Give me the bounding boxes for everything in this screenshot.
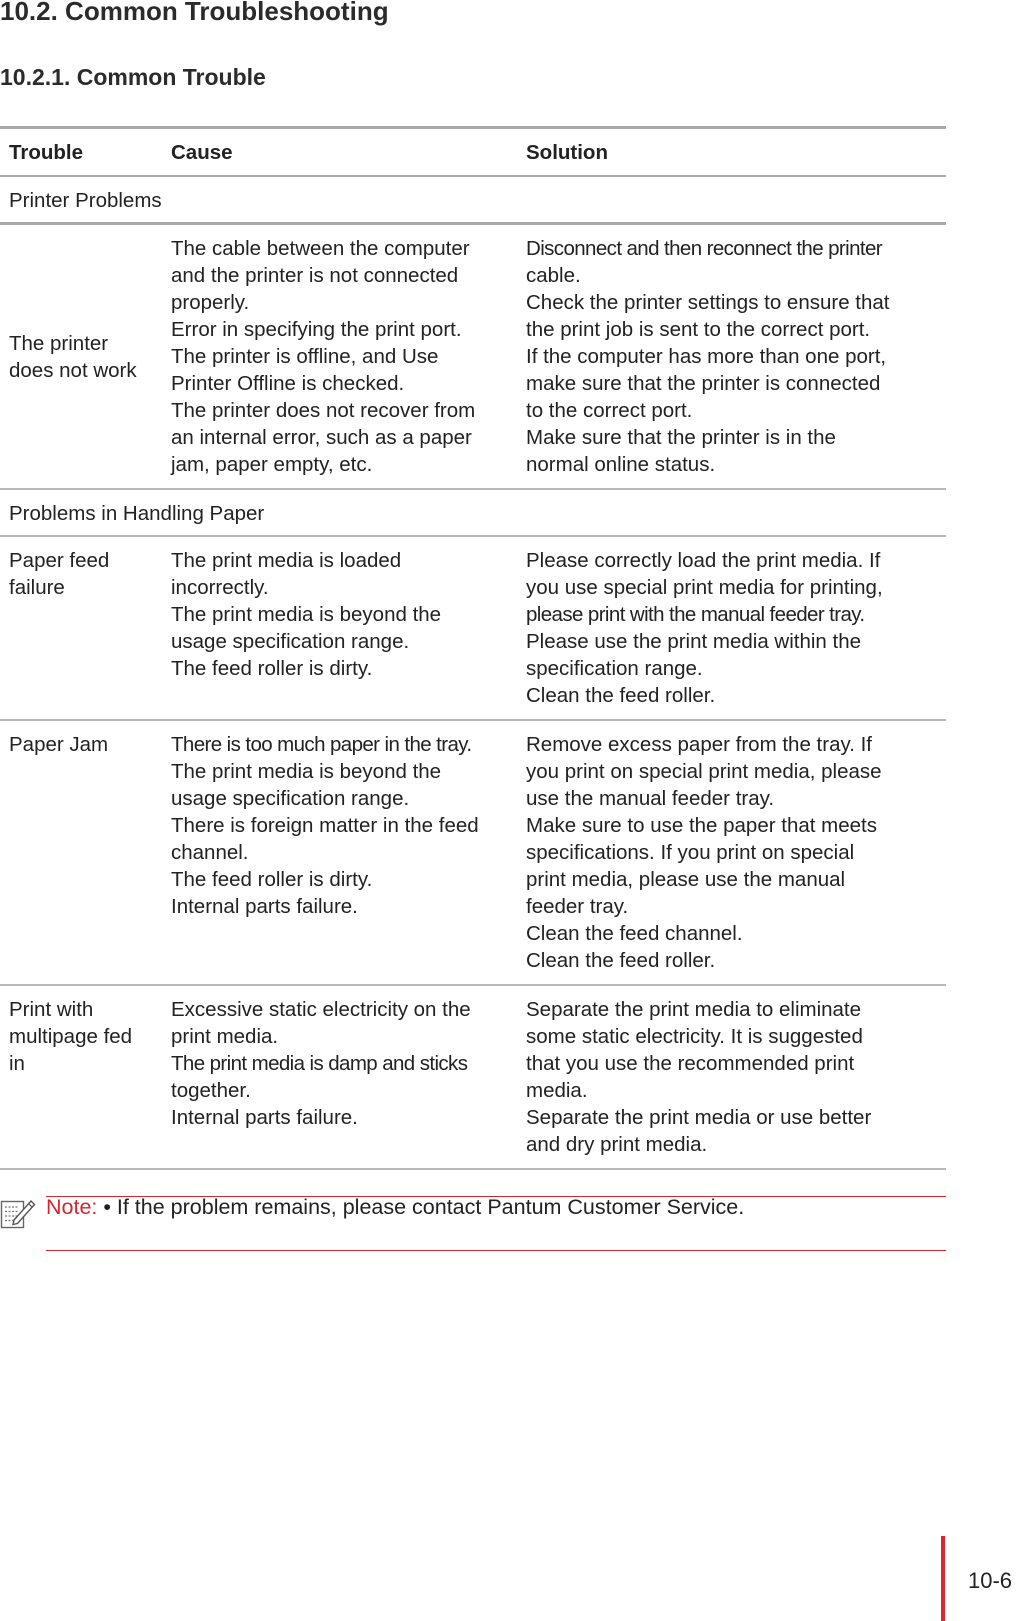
table-header-row: [0, 128, 946, 177]
solution-cell: [517, 224, 946, 490]
page-number-bar: [941, 1536, 945, 1621]
text-line: in: [9, 1052, 25, 1075]
text-line: cable.: [526, 264, 581, 287]
text-line: multipage fed: [9, 1025, 133, 1048]
trouble-cell: [0, 536, 162, 720]
text-line: The feed roller is dirty.: [171, 868, 373, 891]
text-line: The printer does not recover from: [171, 399, 476, 422]
text-line: Paper Jam: [9, 733, 109, 756]
text-line: Clean the feed roller.: [526, 949, 716, 972]
text-line: that you use the recommended print: [526, 1052, 855, 1075]
trouble-cell: [0, 985, 162, 1169]
text-line: usage specification range.: [171, 787, 410, 810]
text-line: There is foreign matter in the feed: [171, 814, 479, 837]
solution-cell: [517, 720, 946, 985]
solution-cell: [517, 536, 946, 720]
note-text: • If the problem remains, please contact Pantum Customer Service.: [103, 1195, 745, 1219]
text-line: print media.: [171, 1025, 279, 1048]
text-line: The feed roller is dirty.: [171, 657, 373, 680]
text-line: print media, please use the manual: [526, 868, 846, 891]
text-line: media.: [526, 1079, 588, 1102]
text-line: properly.: [171, 291, 250, 314]
text-line: Separate the print media or use better: [526, 1106, 872, 1129]
text-line: use the manual feeder tray.: [526, 787, 775, 810]
cause-cell: [162, 985, 517, 1169]
table-row: [0, 720, 946, 985]
text-line: Disconnect and then reconnect the printer: [526, 237, 883, 260]
solution-cell: [517, 985, 946, 1169]
text-line: normal online status.: [526, 453, 716, 476]
table-row: [0, 985, 946, 1169]
text-line: Printer Offline is checked.: [171, 372, 405, 395]
text-line: The printer: [9, 331, 109, 355]
note-icon: [0, 1196, 36, 1230]
text-line: If the computer has more than one port,: [526, 345, 887, 368]
text-line: channel.: [171, 841, 249, 864]
text-line: does not work: [9, 358, 137, 382]
text-line: usage specification range.: [171, 630, 410, 653]
text-line: The print media is beyond the: [171, 603, 442, 626]
text-line: Error in specifying the print port.: [171, 318, 462, 341]
text-line: specification range.: [526, 657, 703, 680]
header-cause: Cause: [162, 128, 517, 177]
text-line: The print media is loaded: [171, 549, 402, 572]
text-line: Internal parts failure.: [171, 895, 358, 918]
text-line: Internal parts failure.: [171, 1106, 358, 1129]
subsection-heading: 10.2.1. Common Trouble: [0, 64, 266, 90]
text-line: specifications. If you print on special: [526, 841, 855, 864]
trouble-table: [0, 126, 946, 1170]
text-line: Print with: [9, 998, 94, 1021]
note-label: Note:: [46, 1195, 98, 1219]
text-line: Check the printer settings to ensure that: [526, 291, 890, 314]
text-line: you print on special print media, please: [526, 760, 882, 783]
section-title: Problems in Handling Paper: [0, 489, 946, 536]
cause-cell: [162, 224, 517, 490]
text-line: failure: [9, 576, 65, 599]
trouble-cell: [0, 224, 162, 490]
header-trouble: Trouble: [0, 128, 162, 177]
header-solution: Solution: [517, 128, 946, 177]
text-line: Clean the feed roller.: [526, 684, 716, 707]
table-row: [0, 224, 946, 490]
cause-cell: [162, 720, 517, 985]
text-line: please print with the manual feeder tray.: [526, 603, 865, 626]
text-line: Make sure that the printer is in the: [526, 426, 836, 449]
text-line: Separate the print media to eliminate: [526, 998, 862, 1021]
text-line: Clean the feed channel.: [526, 922, 743, 945]
text-line: an internal error, such as a paper: [171, 426, 472, 449]
table-row: [0, 536, 946, 720]
section-heading: 10.2. Common Troubleshooting: [0, 0, 389, 26]
note-bottom-rule: [46, 1250, 946, 1251]
text-line: make sure that the printer is connected: [526, 372, 881, 395]
text-line: Paper feed: [9, 549, 110, 572]
cause-cell: [162, 536, 517, 720]
text-line: There is too much paper in the tray.: [171, 733, 472, 756]
trouble-cell: [0, 720, 162, 985]
text-line: jam, paper empty, etc.: [171, 453, 373, 476]
text-line: The print media is beyond the: [171, 760, 442, 783]
text-line: and the printer is not connected: [171, 264, 459, 287]
note: [46, 1195, 744, 1220]
section-title: Printer Problems: [0, 176, 946, 224]
text-line: the print job is sent to the correct port.: [526, 318, 871, 341]
text-line: some static electricity. It is suggested: [526, 1025, 863, 1048]
text-line: feeder tray.: [526, 895, 629, 918]
text-line: The cable between the computer: [171, 237, 470, 260]
text-line: incorrectly.: [171, 576, 269, 599]
text-line: to the correct port.: [526, 399, 693, 422]
text-line: The print media is damp and sticks: [171, 1052, 468, 1075]
section-row-paper-problems: [0, 489, 946, 536]
text-line: The printer is offline, and Use: [171, 345, 439, 368]
text-line: Remove excess paper from the tray. If: [526, 733, 872, 756]
text-line: and dry print media.: [526, 1133, 708, 1156]
text-line: together.: [171, 1079, 251, 1102]
text-line: Please correctly load the print media. If: [526, 549, 881, 572]
text-line: Please use the print media within the: [526, 630, 862, 653]
text-line: you use special print media for printing,: [526, 576, 883, 599]
page-number: 10-6: [968, 1568, 1013, 1593]
text-line: Make sure to use the paper that meets: [526, 814, 877, 837]
text-line: Excessive static electricity on the: [171, 998, 471, 1021]
section-row-printer-problems: [0, 176, 946, 224]
